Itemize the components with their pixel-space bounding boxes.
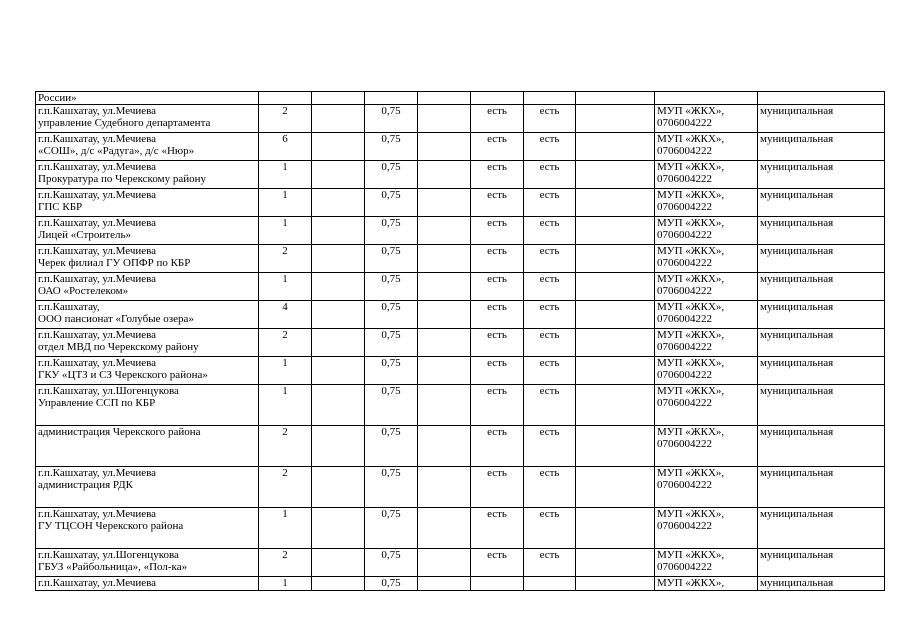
- organization-cell: [655, 301, 758, 329]
- empty-cell: [312, 329, 365, 357]
- organization-cell: [655, 549, 758, 577]
- count-cell: 2: [259, 467, 312, 508]
- empty-cell: [576, 508, 655, 549]
- organization-inn: 0706004222: [657, 561, 712, 573]
- ownership-cell: муниципальная: [758, 245, 885, 273]
- empty-cell: [418, 385, 471, 426]
- address-line-1: г.п.Кашхатау, ул.Шогенцукова: [38, 385, 179, 397]
- count-cell: 1: [259, 508, 312, 549]
- empty-cell: [312, 549, 365, 577]
- address-line-1: г.п.Кашхатау, ул.Мечиева: [38, 357, 157, 369]
- address-line-2: отдел МВД по Черекскому району: [38, 341, 199, 353]
- empty-cell: [418, 245, 471, 273]
- empty-cell: [576, 357, 655, 385]
- empty-cell: [418, 105, 471, 133]
- organization-name: МУП «ЖКХ»,: [657, 301, 725, 313]
- organization-name: МУП «ЖКХ»,: [657, 217, 725, 229]
- ownership-cell: муниципальная: [758, 385, 885, 426]
- empty-cell: [312, 217, 365, 245]
- empty-cell: [576, 105, 655, 133]
- status-cell-1: есть: [471, 549, 524, 577]
- organization-inn: 0706004222: [657, 479, 712, 491]
- value-cell: 0,75: [365, 301, 418, 329]
- status-cell-1: есть: [471, 467, 524, 508]
- organization-inn: 0706004222: [657, 173, 712, 185]
- address-cell: [36, 133, 259, 161]
- address-cell: [36, 549, 259, 577]
- empty-cell: [312, 577, 365, 591]
- empty-cell: [418, 161, 471, 189]
- ownership-cell: муниципальная: [758, 217, 885, 245]
- organization-inn: 0706004222: [657, 397, 712, 409]
- organization-name: МУП «ЖКХ»,: [657, 508, 725, 520]
- count-cell: 1: [259, 189, 312, 217]
- address-line-1: г.п.Кашхатау, ул.Мечиева: [38, 508, 157, 520]
- count-cell: 1: [259, 577, 312, 591]
- count-cell: 2: [259, 245, 312, 273]
- address-cell: [36, 577, 259, 591]
- table-row: [36, 189, 885, 217]
- empty-cell: [312, 385, 365, 426]
- address-line-2: ГБУЗ «Райбольница», «Пол-ка»: [38, 561, 188, 573]
- organization-cell: [655, 161, 758, 189]
- address-line-1: г.п.Кашхатау, ул.Мечиева: [38, 329, 157, 341]
- status-cell-2: [524, 577, 576, 591]
- organization-name: МУП «ЖКХ»,: [657, 329, 725, 341]
- address-cell: [36, 508, 259, 549]
- count-cell: 1: [259, 357, 312, 385]
- ownership-cell: муниципальная: [758, 329, 885, 357]
- value-cell: 0,75: [365, 273, 418, 301]
- organization-cell: [655, 357, 758, 385]
- organization-cell: [655, 105, 758, 133]
- empty-cell: [418, 467, 471, 508]
- status-cell-1: есть: [471, 329, 524, 357]
- value-cell: 0,75: [365, 217, 418, 245]
- organization-cell: [655, 133, 758, 161]
- table-row: [36, 508, 885, 549]
- organization-cell: [655, 245, 758, 273]
- count-cell: 2: [259, 105, 312, 133]
- empty-cell: [312, 467, 365, 508]
- empty-cell: [576, 549, 655, 577]
- value-cell: 0,75: [365, 508, 418, 549]
- ownership-cell: муниципальная: [758, 301, 885, 329]
- table-row: [36, 301, 885, 329]
- organization-name: МУП «ЖКХ»,: [657, 357, 725, 369]
- count-cell: 2: [259, 549, 312, 577]
- count-cell: 4: [259, 301, 312, 329]
- count-cell: 2: [259, 426, 312, 467]
- empty-cell: [365, 92, 418, 105]
- address-cell: [36, 161, 259, 189]
- status-cell-2: есть: [524, 385, 576, 426]
- status-cell-1: есть: [471, 426, 524, 467]
- empty-cell: [312, 133, 365, 161]
- status-cell-1: есть: [471, 245, 524, 273]
- address-line-2: ГПС КБР: [38, 201, 83, 213]
- empty-cell: [576, 245, 655, 273]
- address-line-2: Управление ССП по КБР: [38, 397, 156, 409]
- value-cell: 0,75: [365, 467, 418, 508]
- empty-cell: [418, 189, 471, 217]
- address-cell: [36, 426, 259, 467]
- address-line-1: г.п.Кашхатау, ул.Мечиева: [38, 161, 157, 173]
- empty-cell: [576, 133, 655, 161]
- organization-name: МУП «ЖКХ»,: [657, 577, 725, 589]
- empty-cell: [418, 508, 471, 549]
- table-row: [36, 385, 885, 426]
- empty-cell: [418, 217, 471, 245]
- empty-cell: [418, 301, 471, 329]
- ownership-cell: муниципальная: [758, 133, 885, 161]
- status-cell-1: есть: [471, 357, 524, 385]
- organization-cell: [655, 273, 758, 301]
- address-cell: России»: [36, 92, 259, 105]
- organization-inn: 0706004222: [657, 369, 712, 381]
- empty-cell: [418, 329, 471, 357]
- count-cell: 1: [259, 217, 312, 245]
- address-cell: [36, 217, 259, 245]
- table-row: [36, 329, 885, 357]
- organization-inn: 0706004222: [657, 257, 712, 269]
- address-line-1: г.п.Кашхатау, ул.Мечиева: [38, 577, 157, 589]
- status-cell-1: есть: [471, 133, 524, 161]
- ownership-cell: муниципальная: [758, 426, 885, 467]
- address-cell: [36, 467, 259, 508]
- ownership-cell: муниципальная: [758, 273, 885, 301]
- ownership-cell: муниципальная: [758, 577, 885, 591]
- empty-cell: [576, 385, 655, 426]
- empty-cell: [312, 273, 365, 301]
- table-body: [36, 92, 885, 591]
- organization-name: МУП «ЖКХ»,: [657, 385, 725, 397]
- address-line-2: «СОШ», д/с «Радуга», д/с «Нюр»: [38, 145, 195, 157]
- empty-cell: [418, 426, 471, 467]
- value-cell: 0,75: [365, 426, 418, 467]
- table-row: [36, 133, 885, 161]
- value-cell: 0,75: [365, 357, 418, 385]
- organization-name: МУП «ЖКХ»,: [657, 273, 725, 285]
- organization-name: МУП «ЖКХ»,: [657, 133, 725, 145]
- organization-inn: 0706004222: [657, 145, 712, 157]
- value-cell: 0,75: [365, 161, 418, 189]
- address-cell: [36, 385, 259, 426]
- empty-cell: [576, 189, 655, 217]
- organization-cell: [655, 329, 758, 357]
- address-line-2: ООО пансионат «Голубые озера»: [38, 313, 194, 325]
- ownership-cell: муниципальная: [758, 508, 885, 549]
- organization-cell: [655, 189, 758, 217]
- status-cell-2: есть: [524, 508, 576, 549]
- value-cell: 0,75: [365, 577, 418, 591]
- status-cell-2: есть: [524, 105, 576, 133]
- address-cell: [36, 301, 259, 329]
- table-row: [36, 577, 885, 591]
- organization-inn: 0706004222: [657, 229, 712, 241]
- address-cell: [36, 329, 259, 357]
- ownership-cell: муниципальная: [758, 161, 885, 189]
- count-cell: 2: [259, 329, 312, 357]
- empty-cell: [418, 357, 471, 385]
- address-line-2: Прокуратура по Черекскому району: [38, 173, 206, 185]
- empty-cell: [524, 92, 576, 105]
- ownership-cell: муниципальная: [758, 467, 885, 508]
- empty-cell: [471, 92, 524, 105]
- organization-name: МУП «ЖКХ»,: [657, 467, 725, 479]
- count-cell: 6: [259, 133, 312, 161]
- table-row: [36, 273, 885, 301]
- empty-cell: [312, 92, 365, 105]
- address-line-2: ГКУ «ЦТЗ и СЗ Черекского района»: [38, 369, 208, 381]
- organization-cell: [655, 508, 758, 549]
- status-cell-1: есть: [471, 105, 524, 133]
- empty-cell: [576, 301, 655, 329]
- count-cell: 1: [259, 385, 312, 426]
- organization-name: МУП «ЖКХ»,: [657, 189, 725, 201]
- status-cell-2: есть: [524, 189, 576, 217]
- organization-cell: [655, 217, 758, 245]
- organization-name: МУП «ЖКХ»,: [657, 161, 725, 173]
- table-row-continued: [36, 92, 885, 105]
- empty-cell: [576, 329, 655, 357]
- table-row: [36, 549, 885, 577]
- ownership-cell: муниципальная: [758, 105, 885, 133]
- empty-cell: [576, 161, 655, 189]
- empty-cell: [312, 301, 365, 329]
- table-row: [36, 217, 885, 245]
- organization-cell: [655, 577, 758, 591]
- status-cell-1: есть: [471, 189, 524, 217]
- organization-name: МУП «ЖКХ»,: [657, 426, 725, 438]
- status-cell-1: [471, 577, 524, 591]
- empty-cell: [758, 92, 885, 105]
- status-cell-2: есть: [524, 133, 576, 161]
- facilities-table: [35, 91, 885, 591]
- table-row: [36, 426, 885, 467]
- count-cell: 1: [259, 273, 312, 301]
- status-cell-2: есть: [524, 467, 576, 508]
- empty-cell: [418, 273, 471, 301]
- status-cell-2: есть: [524, 217, 576, 245]
- value-cell: 0,75: [365, 549, 418, 577]
- status-cell-2: есть: [524, 426, 576, 467]
- status-cell-1: есть: [471, 273, 524, 301]
- empty-cell: [312, 161, 365, 189]
- address-line-1: г.п.Кашхатау, ул.Мечиева: [38, 105, 157, 117]
- address-line-1: г.п.Кашхатау, ул.Мечиева: [38, 133, 157, 145]
- table-row: [36, 467, 885, 508]
- status-cell-2: есть: [524, 245, 576, 273]
- organization-name: МУП «ЖКХ»,: [657, 105, 725, 117]
- empty-cell: [576, 426, 655, 467]
- address-cell: [36, 245, 259, 273]
- empty-cell: [418, 577, 471, 591]
- organization-inn: 0706004222: [657, 438, 712, 450]
- status-cell-1: есть: [471, 217, 524, 245]
- organization-inn: 0706004222: [657, 285, 712, 297]
- value-cell: 0,75: [365, 105, 418, 133]
- address-line-1: г.п.Кашхатау, ул.Мечиева: [38, 189, 157, 201]
- empty-cell: [576, 467, 655, 508]
- organization-cell: [655, 467, 758, 508]
- empty-cell: [259, 92, 312, 105]
- address-line-1: г.п.Кашхатау, ул.Мечиева: [38, 273, 157, 285]
- status-cell-2: есть: [524, 161, 576, 189]
- status-cell-1: есть: [471, 301, 524, 329]
- organization-inn: 0706004222: [657, 201, 712, 213]
- value-cell: 0,75: [365, 133, 418, 161]
- address-line-1: г.п.Кашхатау, ул.Мечиева: [38, 245, 157, 257]
- empty-cell: [312, 105, 365, 133]
- empty-cell: [312, 508, 365, 549]
- address-line-2: Лицей «Строитель»: [38, 229, 131, 241]
- ownership-cell: муниципальная: [758, 189, 885, 217]
- address-cell: [36, 357, 259, 385]
- status-cell-2: есть: [524, 273, 576, 301]
- empty-cell: [312, 189, 365, 217]
- organization-inn: 0706004222: [657, 520, 712, 532]
- organization-inn: 0706004222: [657, 341, 712, 353]
- status-cell-1: есть: [471, 385, 524, 426]
- value-cell: 0,75: [365, 329, 418, 357]
- address-line-2: ГУ ТЦСОН Черекского района: [38, 520, 184, 532]
- empty-cell: [418, 92, 471, 105]
- empty-cell: [418, 549, 471, 577]
- empty-cell: [576, 577, 655, 591]
- organization-inn: 0706004222: [657, 117, 712, 129]
- organization-inn: 0706004222: [657, 313, 712, 325]
- status-cell-1: есть: [471, 508, 524, 549]
- organization-cell: [655, 426, 758, 467]
- address-line-2: ОАО «Ростелеком»: [38, 285, 129, 297]
- empty-cell: [576, 217, 655, 245]
- ownership-cell: муниципальная: [758, 357, 885, 385]
- table-row: [36, 357, 885, 385]
- ownership-cell: муниципальная: [758, 549, 885, 577]
- status-cell-2: есть: [524, 329, 576, 357]
- address-line-2: Черек филиал ГУ ОПФР по КБР: [38, 257, 191, 269]
- organization-name: МУП «ЖКХ»,: [657, 245, 725, 257]
- value-cell: 0,75: [365, 189, 418, 217]
- address-line-1: г.п.Кашхатау, ул.Шогенцукова: [38, 549, 179, 561]
- address-line-2: управление Судебного департамента: [38, 117, 211, 129]
- organization-name: МУП «ЖКХ»,: [657, 549, 725, 561]
- address-line-2: администрация Черекского района: [38, 426, 201, 438]
- address-line-2: администрация РДК: [38, 479, 134, 491]
- table-row: [36, 245, 885, 273]
- value-cell: 0,75: [365, 385, 418, 426]
- empty-cell: [312, 426, 365, 467]
- address-cell: [36, 105, 259, 133]
- status-cell-2: есть: [524, 549, 576, 577]
- address-line-1: г.п.Кашхатау,: [38, 301, 100, 313]
- status-cell-2: есть: [524, 301, 576, 329]
- table-row: [36, 105, 885, 133]
- status-cell-1: есть: [471, 161, 524, 189]
- empty-cell: [655, 92, 758, 105]
- address-cell: [36, 189, 259, 217]
- empty-cell: [576, 273, 655, 301]
- table-row: [36, 161, 885, 189]
- address-line-1: г.п.Кашхатау, ул.Мечиева: [38, 467, 157, 479]
- empty-cell: [576, 92, 655, 105]
- address-line-1: г.п.Кашхатау, ул.Мечиева: [38, 217, 157, 229]
- empty-cell: [418, 133, 471, 161]
- value-cell: 0,75: [365, 245, 418, 273]
- empty-cell: [312, 357, 365, 385]
- empty-cell: [312, 245, 365, 273]
- organization-cell: [655, 385, 758, 426]
- address-cell: [36, 273, 259, 301]
- status-cell-2: есть: [524, 357, 576, 385]
- count-cell: 1: [259, 161, 312, 189]
